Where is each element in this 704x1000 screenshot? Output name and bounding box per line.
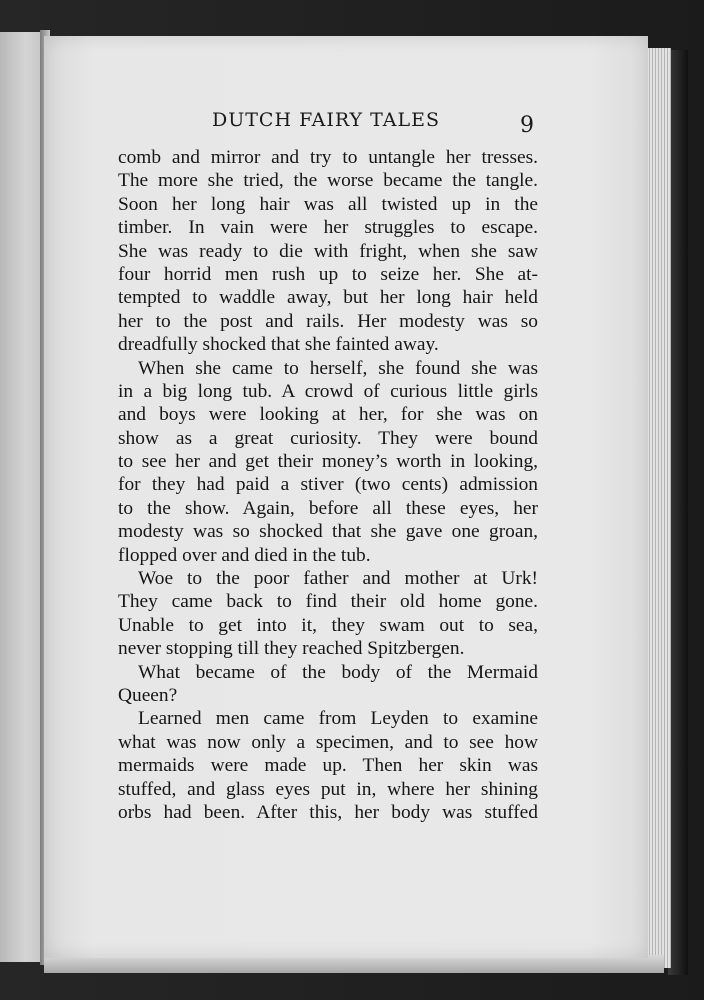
- text-line: comb and mirror and try to untangle her tresses.: [118, 147, 538, 168]
- running-head: DUTCH FAIRY TALES: [212, 109, 440, 131]
- text-line: tempted to waddle away, but her long hair held: [118, 287, 538, 309]
- facing-page-edge: [0, 32, 44, 962]
- text-line: Woe to the poor father and mother at Urk!: [138, 568, 538, 590]
- text-line: mermaids were made up. Then her skin was: [118, 755, 538, 777]
- text-line: modesty was so shocked that she gave one groan,: [118, 521, 538, 543]
- book-cover-edge: [668, 50, 688, 975]
- text-line: Learned men came from Leyden to examine: [138, 708, 538, 730]
- text-line: stuffed, and glass eyes put in, where her shining: [118, 778, 538, 800]
- text-line: Queen?: [118, 684, 178, 706]
- text-line: She was ready to die with fright, when she saw: [118, 240, 538, 262]
- text-line: her to the post and rails. Her modesty was so: [118, 310, 538, 332]
- text-line: flopped over and died in the tub.: [118, 544, 371, 566]
- text-line: and boys were looking at her, for she was on: [118, 404, 538, 426]
- text-line: never stopping till they reached Spitzbergen.: [118, 638, 465, 660]
- text-line: to the show. Again, before all these eyes, her: [118, 497, 538, 519]
- text-line: for they had paid a stiver (two cents) admission: [118, 474, 538, 496]
- text-line: timber. In vain were her struggles to escape.: [118, 217, 538, 239]
- text-line: When she came to herself, she found she was: [138, 357, 538, 379]
- text-line: dreadfully shocked that she fainted away.: [118, 334, 439, 356]
- text-line: what was now only a specimen, and to see how: [118, 731, 538, 753]
- text-line: to see her and get their money’s worth in looking,: [118, 451, 538, 473]
- text-line: They came back to find their old home gone.: [118, 591, 538, 613]
- text-line: in a big long tub. A crowd of curious little girls: [118, 380, 538, 402]
- body-text: [118, 146, 538, 824]
- text-line: orbs had been. After this, her body was stuffed: [118, 801, 538, 823]
- text-line: The more she tried, the worse became the tangle.: [118, 170, 538, 192]
- text-line: show as a great curiosity. They were bound: [118, 427, 538, 449]
- text-line: four horrid men rush up to seize her. She at-: [118, 263, 538, 285]
- text-line: Soon her long hair was all twisted up in the: [118, 193, 538, 215]
- page-number: 9: [520, 113, 534, 138]
- text-line: Unable to get into it, they swam out to sea,: [118, 614, 538, 636]
- text-line: What became of the body of the Mermaid: [138, 661, 538, 683]
